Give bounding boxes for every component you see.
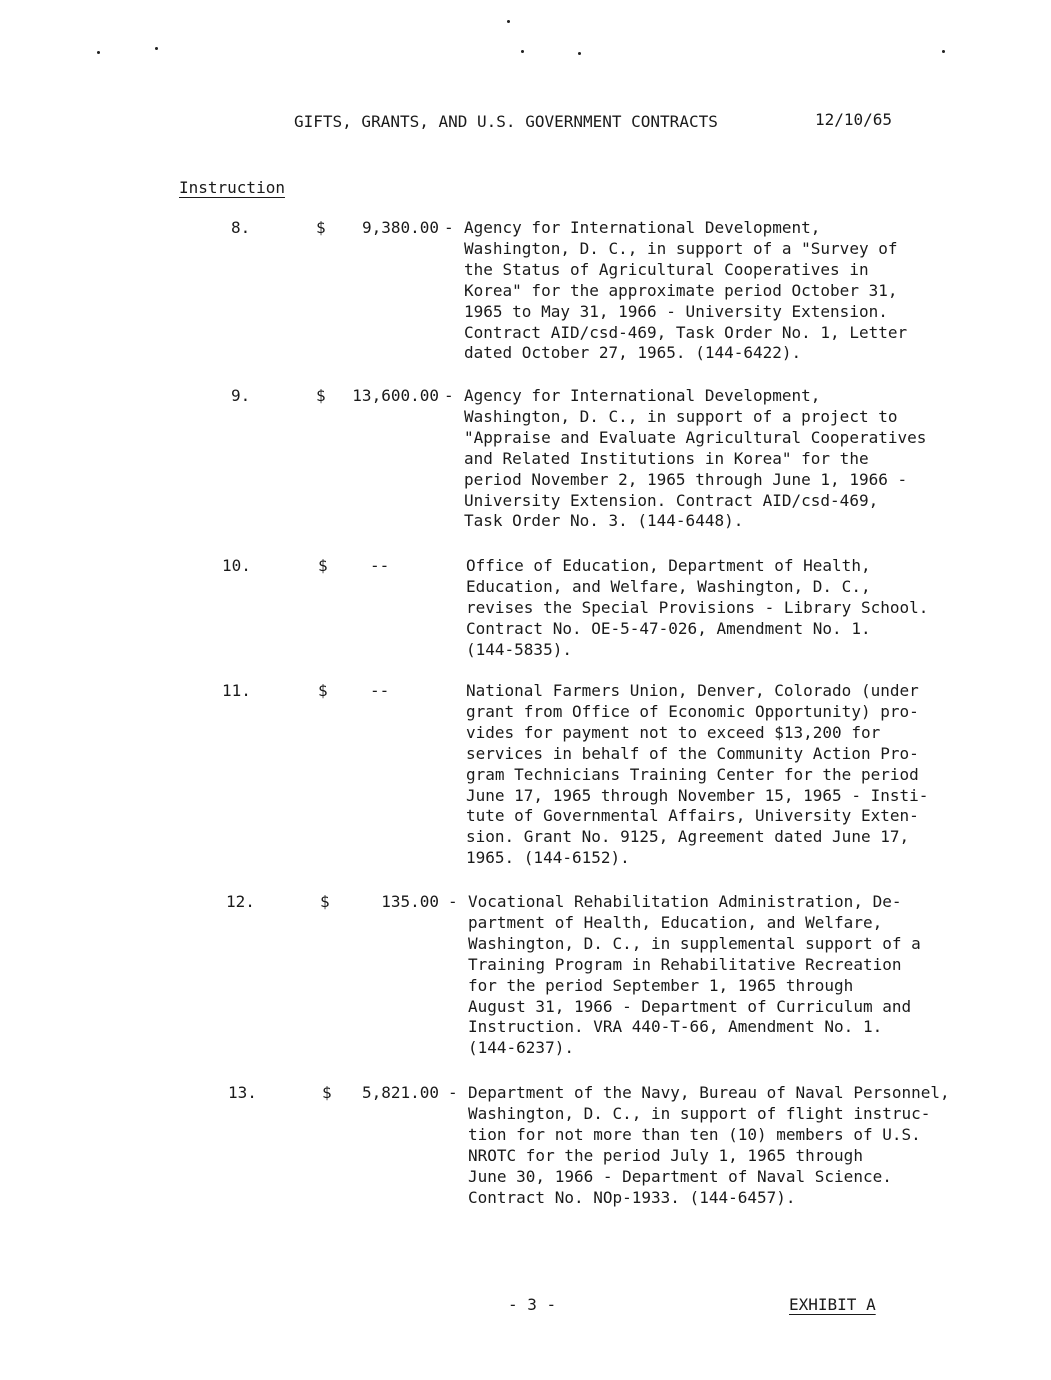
dollar-sign: $ <box>316 386 326 405</box>
description-line: and Related Institutions in Korea" for the <box>464 448 869 468</box>
description-line: 1965. (144-6152). <box>466 848 630 868</box>
description-line: vides for payment not to exceed $13,200 for <box>466 722 881 742</box>
document-title: GIFTS, GRANTS, AND U.S. GOVERNMENT CONTRACTS <box>294 112 718 131</box>
amount-separator: - <box>448 892 458 911</box>
entry-number: 8. <box>231 218 251 237</box>
description-line: Washington, D. C., in supplemental support of a <box>468 933 921 953</box>
description-line: for the period September 1, 1965 through <box>468 975 854 995</box>
dollar-sign: $ <box>320 892 330 911</box>
description-line: Washington, D. C., in support of flight instruc- <box>468 1103 931 1123</box>
scan-speck <box>507 20 510 23</box>
description-line: tute of Governmental Affairs, University Exten- <box>466 806 919 826</box>
description-line: sion. Grant No. 9125, Agreement dated June 17, <box>466 827 910 847</box>
dollar-sign: $ <box>318 556 328 575</box>
dollar-sign: $ <box>322 1083 332 1102</box>
description-line: Department of the Navy, Bureau of Naval Personnel, <box>468 1083 950 1102</box>
description-line: Contract No. OE-5-47-026, Amendment No. 1. <box>466 618 871 638</box>
description-line: "Appraise and Evaluate Agricultural Cooperatives <box>464 427 927 447</box>
description-line: (144-5835). <box>466 639 572 659</box>
description-line: August 31, 1966 - Department of Curriculum and <box>468 996 912 1016</box>
entry-amount: 5,821.00 <box>361 1083 439 1102</box>
description-line: tion for not more than ten (10) members of U.S. <box>468 1124 921 1144</box>
description-line: grant from Office of Economic Opportunity) pro- <box>466 701 919 721</box>
entry-number: 13. <box>228 1083 257 1102</box>
entry-amount: 13,600.00 <box>352 386 439 405</box>
description-line: Washington, D. C., in support of a project to <box>464 406 898 426</box>
description-line: revises the Special Provisions - Library School. <box>466 597 929 617</box>
scan-speck <box>521 50 524 53</box>
description-line: Agency for International Development, <box>464 218 821 237</box>
description-line: Education, and Welfare, Washington, D. C., <box>466 576 871 596</box>
entry-amount: -- <box>370 681 390 700</box>
description-line: Vocational Rehabilitation Administration, De- <box>468 892 902 911</box>
description-line: Instruction. VRA 440-T-66, Amendment No. 1. <box>468 1017 883 1037</box>
section-heading: Instruction <box>179 178 285 197</box>
description-line: National Farmers Union, Denver, Colorado (under <box>466 681 919 700</box>
entry-number: 10. <box>222 556 251 575</box>
entry-number: 12. <box>226 892 255 911</box>
scan-speck <box>155 47 158 50</box>
entry-number: 11. <box>222 681 251 700</box>
description-line: Korea" for the approximate period October 31, <box>464 280 898 300</box>
description-line: Office of Education, Department of Health, <box>466 556 871 575</box>
entry-description <box>466 681 928 869</box>
exhibit-label: EXHIBIT A <box>789 1295 876 1314</box>
description-line: Washington, D. C., in support of a "Survey of <box>464 238 898 258</box>
page-number: - 3 - <box>508 1295 557 1314</box>
description-line: the Status of Agricultural Cooperatives in <box>464 259 869 279</box>
entry-description <box>466 556 928 661</box>
entry-description <box>468 1083 950 1208</box>
amount-separator: - <box>444 386 454 405</box>
entry-number: 9. <box>231 386 251 405</box>
scan-speck <box>578 52 581 55</box>
amount-separator: - <box>444 218 454 237</box>
description-line: University Extension. Contract AID/csd-469, <box>464 490 879 510</box>
entry-amount: -- <box>370 556 390 575</box>
description-line: services in behalf of the Community Action Pro- <box>466 743 919 763</box>
description-line: NROTC for the period July 1, 1965 through <box>468 1145 863 1165</box>
description-line: (144-6237). <box>468 1038 574 1058</box>
entry-amount: 9,380.00 <box>361 218 439 237</box>
scan-speck <box>942 50 945 53</box>
description-line: 1965 to May 31, 1966 - University Extension. <box>464 301 888 321</box>
amount-separator: - <box>448 1083 458 1102</box>
entry-description <box>464 218 907 364</box>
dollar-sign: $ <box>318 681 328 700</box>
description-line: partment of Health, Education, and Welfare, <box>468 912 883 932</box>
description-line: Contract No. NOp-1933. (144-6457). <box>468 1187 796 1207</box>
description-line: dated October 27, 1965. (144-6422). <box>464 343 802 363</box>
description-line: Task Order No. 3. (144-6448). <box>464 511 744 531</box>
entry-description <box>464 386 926 532</box>
description-line: Agency for International Development, <box>464 386 821 405</box>
description-line: June 17, 1965 through November 15, 1965 - Insti- <box>466 785 929 805</box>
dollar-sign: $ <box>316 218 326 237</box>
scan-speck <box>97 51 100 54</box>
description-line: gram Technicians Training Center for the period <box>466 764 919 784</box>
entry-description <box>468 892 921 1059</box>
description-line: Contract AID/csd-469, Task Order No. 1, Letter <box>464 322 908 342</box>
entry-amount: 135.00 <box>381 892 439 911</box>
description-line: period November 2, 1965 through June 1, 1966 - <box>464 469 908 489</box>
description-line: June 30, 1966 - Department of Naval Science. <box>468 1166 892 1186</box>
description-line: Training Program in Rehabilitative Recreation <box>468 954 902 974</box>
document-date: 12/10/65 <box>815 110 893 129</box>
